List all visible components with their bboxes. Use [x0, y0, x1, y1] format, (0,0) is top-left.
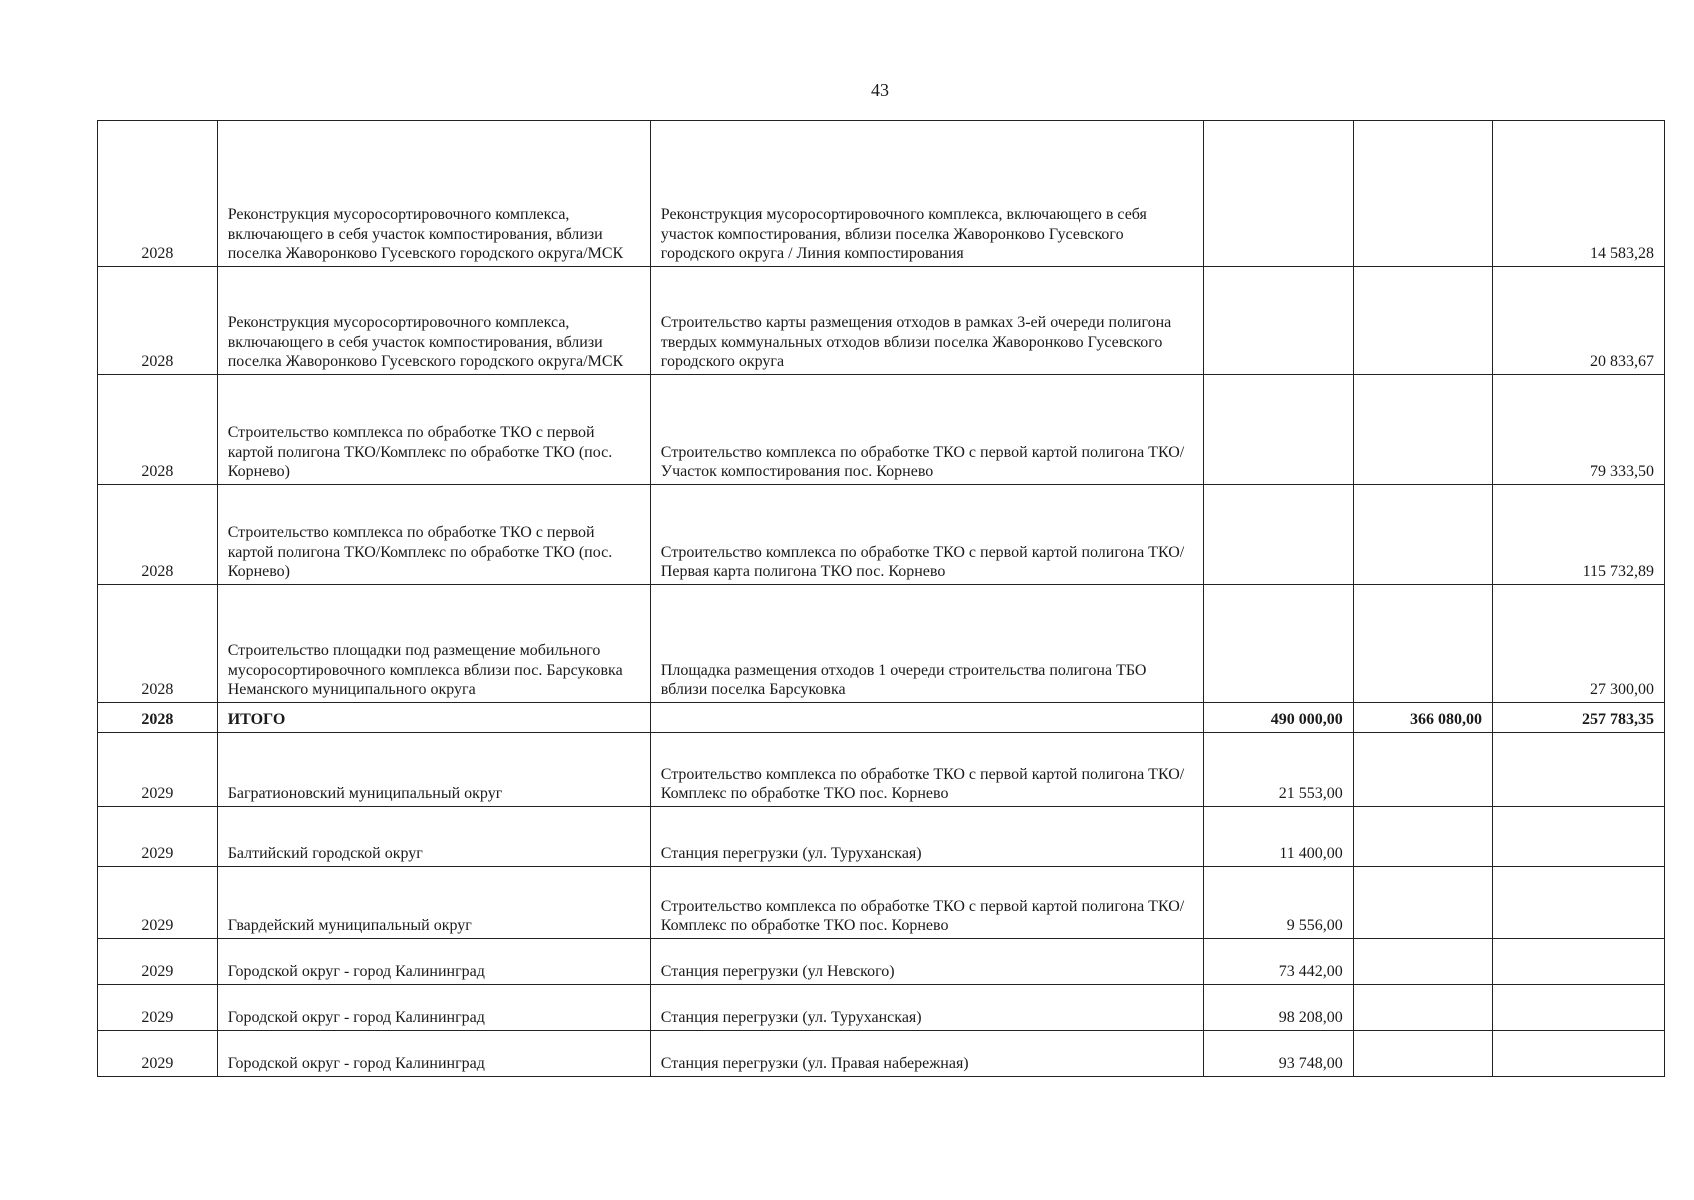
municipality-cell: Городской округ - город Калининград	[217, 985, 650, 1031]
object-cell: Строительство комплекса по обработке ТКО с первой картой полигона ТКО/Комплекс по обработке ТКО пос. Корнево	[650, 867, 1203, 939]
table-row	[98, 485, 1665, 585]
municipality-cell: Строительство комплекса по обработке ТКО с первой картой полигона ТКО/Комплекс по обработке ТКО (пос. Корнево)	[217, 485, 650, 585]
object-cell: Строительство комплекса по обработке ТКО с первой картой полигона ТКО/Комплекс по обработке ТКО пос. Корнево	[650, 733, 1203, 807]
value-cell-1	[1203, 267, 1353, 375]
value-cell-3	[1493, 807, 1665, 867]
object-cell: Строительство комплекса по обработке ТКО с первой картой полигона ТКО/Первая карта полигона ТКО пос. Корнево	[650, 485, 1203, 585]
value-cell-2	[1353, 485, 1492, 585]
value-cell-3	[1493, 867, 1665, 939]
total-label: ИТОГО	[217, 703, 650, 733]
year-cell: 2028	[98, 485, 218, 585]
table-row	[98, 121, 1665, 267]
table-row	[98, 985, 1665, 1031]
municipality-cell: Гвардейский муниципальный округ	[217, 867, 650, 939]
value-cell-1	[1203, 121, 1353, 267]
value-cell-3: 20 833,67	[1493, 267, 1665, 375]
table-row	[98, 267, 1665, 375]
table-row	[98, 733, 1665, 807]
table-row	[98, 1031, 1665, 1077]
table-row	[98, 939, 1665, 985]
municipality-cell: Городской округ - город Калининград	[217, 1031, 650, 1077]
total-row	[98, 703, 1665, 733]
investment-table	[97, 120, 1665, 1077]
year-cell: 2028	[98, 703, 218, 733]
value-cell-2	[1353, 733, 1492, 807]
object-cell: Площадка размещения отходов 1 очереди строительства полигона ТБО вблизи поселка Барсуковка	[650, 585, 1203, 703]
value-cell-3	[1493, 985, 1665, 1031]
table-row	[98, 585, 1665, 703]
object-cell: Станция перегрузки (ул. Туруханская)	[650, 985, 1203, 1031]
total-value-3: 257 783,35	[1493, 703, 1665, 733]
value-cell-2	[1353, 1031, 1492, 1077]
value-cell-2	[1353, 985, 1492, 1031]
value-cell-2	[1353, 807, 1492, 867]
value-cell-2	[1353, 267, 1492, 375]
value-cell-3	[1493, 1031, 1665, 1077]
value-cell-1: 21 553,00	[1203, 733, 1353, 807]
object-cell: Станция перегрузки (ул. Правая набережная)	[650, 1031, 1203, 1077]
table-row	[98, 807, 1665, 867]
page-number: 43	[871, 80, 889, 100]
value-cell-2	[1353, 121, 1492, 267]
value-cell-2	[1353, 867, 1492, 939]
municipality-cell: Багратионовский муниципальный округ	[217, 733, 650, 807]
table-row	[98, 867, 1665, 939]
value-cell-1: 93 748,00	[1203, 1031, 1353, 1077]
municipality-cell: Строительство комплекса по обработке ТКО с первой картой полигона ТКО/Комплекс по обработке ТКО (пос. Корнево)	[217, 375, 650, 485]
year-cell: 2029	[98, 867, 218, 939]
year-cell: 2028	[98, 121, 218, 267]
object-cell: Строительство комплекса по обработке ТКО с первой картой полигона ТКО/Участок компостирования пос. Корнево	[650, 375, 1203, 485]
municipality-cell: Реконструкция мусоросортировочного комплекса, включающего в себя участок компостирования, вблизи поселка Жаворонково Гусевского городского округа/МСК	[217, 121, 650, 267]
value-cell-3	[1493, 733, 1665, 807]
value-cell-3: 79 333,50	[1493, 375, 1665, 485]
year-cell: 2029	[98, 985, 218, 1031]
total-value-1: 490 000,00	[1203, 703, 1353, 733]
value-cell-1: 98 208,00	[1203, 985, 1353, 1031]
value-cell-1	[1203, 585, 1353, 703]
year-cell: 2028	[98, 267, 218, 375]
municipality-cell: Реконструкция мусоросортировочного комплекса, включающего в себя участок компостирования, вблизи поселка Жаворонково Гусевского городского округа/МСК	[217, 267, 650, 375]
value-cell-3: 115 732,89	[1493, 485, 1665, 585]
year-cell: 2029	[98, 733, 218, 807]
value-cell-2	[1353, 375, 1492, 485]
value-cell-1: 73 442,00	[1203, 939, 1353, 985]
year-cell: 2028	[98, 585, 218, 703]
municipality-cell: Строительство площадки под размещение мобильного мусоросортировочного комплекса вблизи пос. Барсуковка Неманского муниципального округа	[217, 585, 650, 703]
municipality-cell: Балтийский городской округ	[217, 807, 650, 867]
year-cell: 2029	[98, 939, 218, 985]
municipality-cell: Городской округ - город Калининград	[217, 939, 650, 985]
value-cell-1	[1203, 375, 1353, 485]
object-cell	[650, 703, 1203, 733]
value-cell-2	[1353, 585, 1492, 703]
value-cell-3	[1493, 939, 1665, 985]
table-row	[98, 375, 1665, 485]
object-cell: Станция перегрузки (ул Невского)	[650, 939, 1203, 985]
object-cell: Реконструкция мусоросортировочного комплекса, включающего в себя участок компостирования, вблизи поселка Жаворонково Гусевского городского округа / Линия компостирования	[650, 121, 1203, 267]
value-cell-3: 14 583,28	[1493, 121, 1665, 267]
value-cell-1: 9 556,00	[1203, 867, 1353, 939]
year-cell: 2029	[98, 1031, 218, 1077]
year-cell: 2028	[98, 375, 218, 485]
object-cell: Строительство карты размещения отходов в рамках 3-ей очереди полигона твердых коммунальных отходов вблизи поселка Жаворонково Гусевского городского округа	[650, 267, 1203, 375]
year-cell: 2029	[98, 807, 218, 867]
value-cell-1	[1203, 485, 1353, 585]
value-cell-3: 27 300,00	[1493, 585, 1665, 703]
total-value-2: 366 080,00	[1353, 703, 1492, 733]
value-cell-2	[1353, 939, 1492, 985]
value-cell-1: 11 400,00	[1203, 807, 1353, 867]
object-cell: Станция перегрузки (ул. Туруханская)	[650, 807, 1203, 867]
